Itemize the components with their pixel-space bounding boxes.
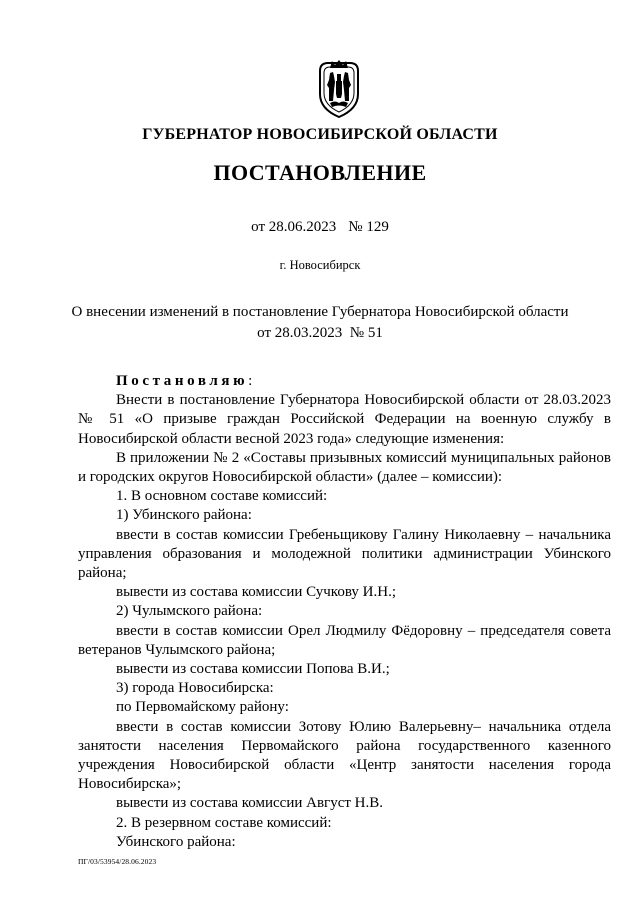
body-paragraph: Внести в постановление Губернатора Новосибирской области от 28.03.2023 № 51 «О призыве граждан Российской Федерации на военную службу в Новосибирской области весной 2023 года» следующие изменения: (78, 392, 611, 447)
issuing-authority: ГУБЕРНАТОР НОВОСИБИРСКОЙ ОБЛАСТИ (142, 126, 498, 143)
body-paragraph: вывести из состава комиссии Август Н.В. (116, 795, 384, 812)
body-paragraph: ввести в состав комиссии Зотову Юлию Валерьевну– начальника отдела занятости населения Первомайского района государственного казенного учреждения Новосибирской области «Центр занятости населения города Новосибирска»; (78, 718, 611, 793)
document-date: от 28.06.2023 (251, 219, 337, 235)
body-paragraph: 1) Убинского района: (116, 507, 252, 524)
body-paragraph: по Первомайскому району: (116, 699, 289, 716)
resolve-word: Постановляю (116, 373, 249, 389)
body-paragraph: В приложении № 2 «Составы призывных комиссий муниципальных районов и городских округов Новосибирской области» (далее – комиссии): (78, 449, 611, 486)
body-paragraph: 2. В резервном составе комиссий: (116, 814, 332, 831)
body-paragraph: вывести из состава комиссии Попова В.И.; (116, 661, 390, 678)
body-paragraph: 1. В основном составе комиссий: (116, 488, 328, 505)
subject-line-2: от 28.03.2023 № 51 (257, 325, 383, 341)
body-paragraph: ввести в состав комиссии Орел Людмилу Фёдоровну – председателя совета ветеранов Чулымского района; (78, 622, 611, 658)
city-name: г. Новосибирск (279, 258, 361, 272)
document-date-number (0, 219, 640, 236)
document-subject (0, 302, 640, 344)
coat-of-arms-icon (315, 58, 363, 120)
body-paragraph: вывести из состава комиссии Сучкову И.Н.; (116, 584, 396, 601)
body-paragraph: 3) города Новосибирска: (116, 680, 274, 697)
document-number: № 129 (348, 219, 389, 235)
document-type-title: ПОСТАНОВЛЕНИЕ (213, 160, 427, 185)
resolve-heading (78, 372, 611, 391)
document-body (78, 372, 611, 852)
body-paragraph: ввести в состав комиссии Гребеньщикову Галину Николаевну – начальника управления образования и молодежной политики администрации Убинского района; (78, 526, 611, 582)
body-paragraph: 2) Чулымского района: (116, 603, 263, 620)
body-paragraph: Убинского района: (116, 833, 236, 850)
resolve-colon: : (248, 373, 253, 389)
subject-line-1: О внесении изменений в постановление Губернатора Новосибирской области (71, 304, 569, 320)
document-registration-code: ПГ/03/53954/28.06.2023 (78, 857, 157, 866)
